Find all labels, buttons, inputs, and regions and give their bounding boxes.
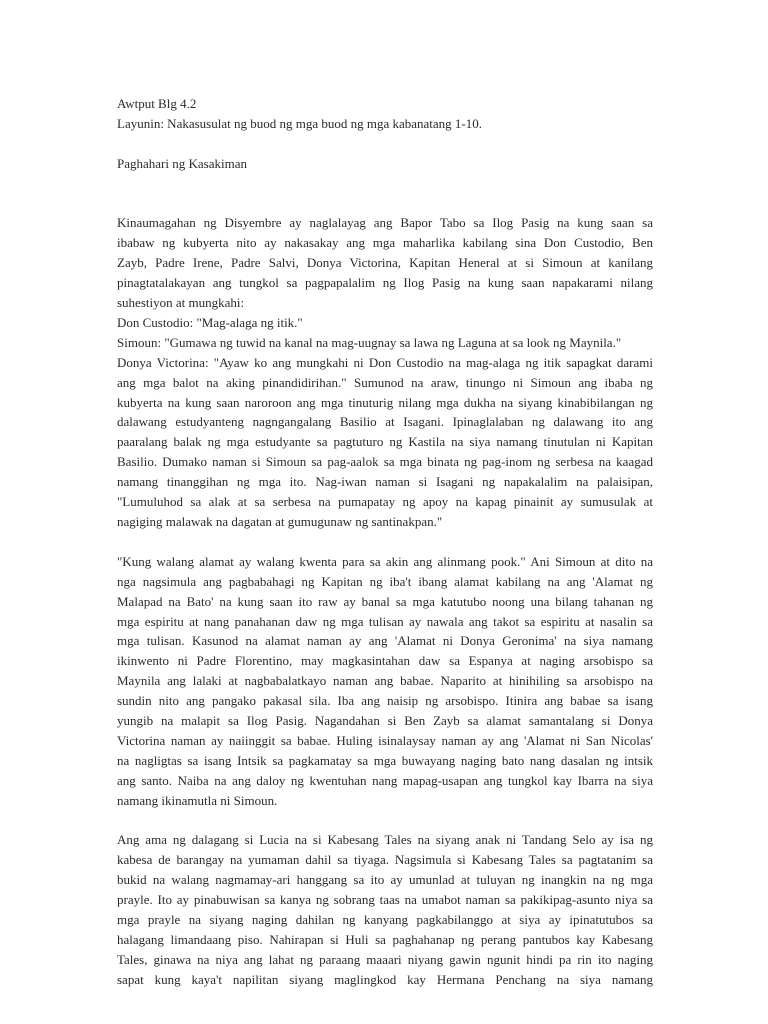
text-line: na nagligtas sa isang Intsik sa pagkamatay sa mga buwayang naging bato nang dasalan ng intsik bbox=[117, 752, 653, 768]
section-title: Paghahari ng Kasakiman bbox=[117, 155, 247, 171]
text-line: suhestiyon at mungkahi: bbox=[117, 295, 245, 311]
text-line: Ang ama ng dalagang si Lucia na si Kabesang Tales na siyang anak ni Tandang Selo ay isa ng bbox=[117, 832, 653, 848]
dialogue-line: Simoun: "Gumawa ng tuwid na kanal na mag-uugnay sa lawa ng Laguna at sa look ng Maynila." bbox=[117, 334, 622, 350]
text-line: mga espiritu at nang panahanan daw ng mga tulisan ay nawala ang takot sa espiritu at nasalin sa bbox=[117, 613, 653, 629]
text-line: Kinaumagahan ng Disyembre ay naglalayag ang Bapor Tabo sa Ilog Pasig na kung saan sa bbox=[117, 215, 653, 231]
text-line: sundin nito ang pangako pakasal sila. Iba ang naisip ng arsobispo. Itinira ang babae sa isang bbox=[117, 693, 653, 709]
assignment-title: Awtput Blg 4.2 bbox=[117, 96, 197, 111]
text-line: namang tinanggihan ng mga ito. Nag-iwan naman si Isagani ng napakalalim na palaisipan, bbox=[117, 474, 653, 490]
blank-line bbox=[117, 134, 653, 154]
text-line: ikinwento ni Padre Florentino, may magkasintahan daw sa Espanya at naging arsobispo sa bbox=[117, 653, 653, 669]
text-line: nagiging malawak na dagatan at gumugunaw ng santinakpan." bbox=[117, 513, 443, 529]
text-line: Tales, ginawa na niya ang lahat ng paraang maaari niyang gawin ngunit hindi pa rin ito naging bbox=[117, 951, 653, 967]
text-line: namang ikinamutla ni Simoun. bbox=[117, 792, 278, 808]
text-line: halagang limandaang piso. Nahirapan si Huli sa paghahanap ng perang pantubos kay Kabesang bbox=[117, 931, 653, 947]
text-line: paaralang balak ng mga estudyante sa pagtuturo ng Kastila na siya namang tinutulan ni Kapitan bbox=[117, 434, 653, 450]
paragraph-2 bbox=[117, 552, 653, 811]
document-body bbox=[117, 94, 653, 990]
dialogue-line: Donya Victorina: "Ayaw ko ang mungkahi ni Don Custodio na mag-alaga ng itik sapagkat darami bbox=[117, 354, 653, 370]
text-line: Victorina naman ay naiinggit sa babae. Huling isinalaysay naman ay ang 'Alamat ni San Nicolas' bbox=[117, 732, 653, 748]
dialogue-line: Don Custodio: "Mag-alaga ng itik." bbox=[117, 314, 303, 330]
blank-line bbox=[117, 532, 653, 552]
text-line: sapat kung kaya't napilitan siyang maglingkod kay Hermana Penchang na siya namang bbox=[117, 971, 653, 987]
paragraph-1 bbox=[117, 213, 653, 532]
blank-line bbox=[117, 194, 653, 214]
text-line: Malapad na Bato' na kung saan ito raw ay banal sa mga katutubo noong una bilang tahanan ng bbox=[117, 593, 653, 609]
text-line: ibabaw ng kubyerta nito ay nakasakay ang mga maharlika kabilang sina Don Custodio, Ben bbox=[117, 235, 653, 251]
text-line: pinagtatalakayan ang tungkol sa pagpapalalim ng Ilog Pasig na kung saan napakarami nilang bbox=[117, 275, 653, 291]
blank-line bbox=[117, 811, 653, 831]
text-line: Basilio. Dumako naman si Simoun sa pag-aalok sa mga binata ng pag-inom ng serbesa na kaagad bbox=[117, 454, 653, 470]
objective-line: Layunin: Nakasusulat ng buod ng mga buod ng mga kabanatang 1-10. bbox=[117, 115, 483, 131]
text-line: ang mga balot na aking pinandidirihan." Sumunod na araw, tinungo ni Simoun ang ibaba ng bbox=[117, 374, 653, 390]
paragraph-3 bbox=[117, 830, 653, 989]
text-line: nga nagsimula ang pagbabahagi ng Kapitan ng iba't ibang alamat kabilang na ang 'Alamat ng bbox=[117, 573, 653, 589]
text-line: "Kung walang alamat ay walang kwenta para sa akin ang alinmang pook." Ani Simoun at dito na bbox=[117, 553, 653, 569]
text-line: mga prayle na siyang naging dahilan ng kanyang pagkabilanggo at siya ay ipinatutubos sa bbox=[117, 912, 653, 928]
text-line: prayle. Ito ay pinabuwisan sa kanya ng sobrang taas na umabot naman sa pakikipag-asunto niya sa bbox=[117, 892, 653, 908]
text-line: Maynila ang lalaki at nagbabalatkayo naman ang babae. Naparito at hinihiling sa arsobispo na bbox=[117, 673, 653, 689]
text-line: ang santo. Naiba na ang daloy ng kwentuhan nang mapag-usapan ang tungkol kay Ibarra na siya bbox=[117, 772, 653, 788]
text-line: kabesa de barangay na yumaman dahil sa tiyaga. Nagsimula si Kabesang Tales sa pagtatanim sa bbox=[117, 852, 653, 868]
text-line: kubyerta na kung saan naroroon ang mga tinuturig nilang mga dukha na siyang kinabibilangan ng bbox=[117, 394, 653, 410]
blank-line bbox=[117, 174, 653, 194]
text-line: Zayb, Padre Irene, Padre Salvi, Donya Victorina, Kapitan Heneral at si Simoun at kanilang bbox=[117, 255, 653, 271]
text-line: dalawang estudyanteng nagngangalang Basilio at Isagani. Ipinaglalaban ng dalawang ito ang bbox=[117, 414, 653, 430]
text-line: bukid na walang nagmamay-ari hanggang sa ito ay umunlad at tuluyan ng inangkin na ng mga bbox=[117, 872, 653, 888]
text-line: mga tulisan. Kasunod na alamat naman ay ang 'Alamat ni Donya Geronima' na siya namang bbox=[117, 633, 653, 649]
text-line: "Lumuluhod sa alak at sa serbesa na pumapatay ng apoy na kapag pinainit ay sumusulak at bbox=[117, 494, 653, 510]
text-line: yungib na malapit sa Ilog Pasig. Nagandahan si Ben Zayb sa alamat samantalang si Donya bbox=[117, 713, 653, 729]
